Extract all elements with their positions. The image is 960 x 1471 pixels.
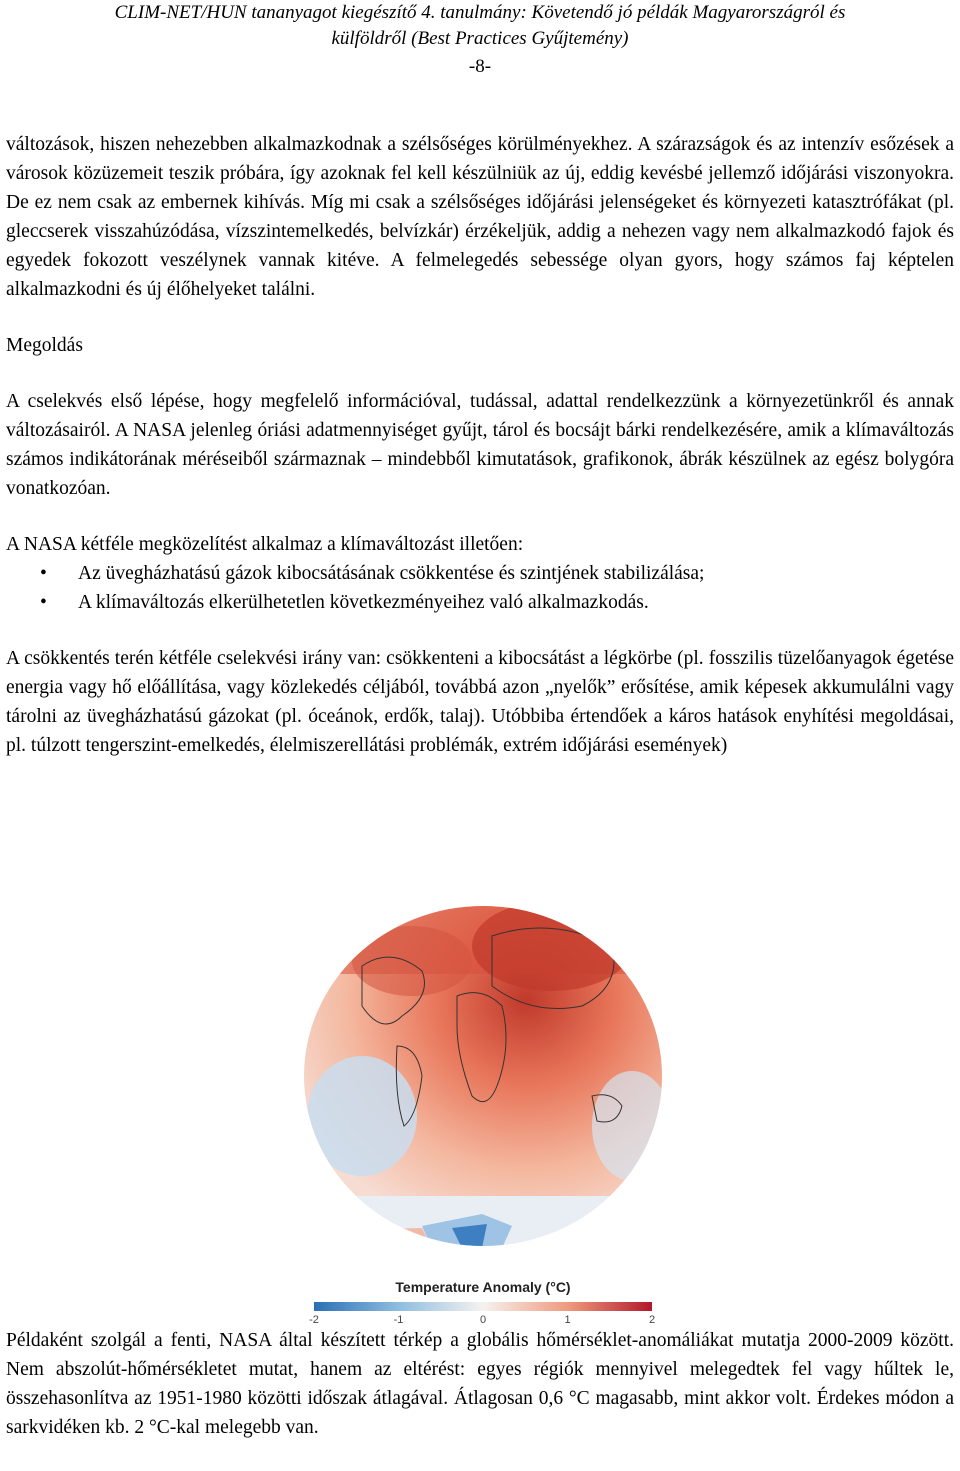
page-number: -8- — [468, 56, 492, 77]
body-text — [6, 130, 954, 760]
globe — [302, 901, 664, 1256]
header-line-2: külföldről (Best Practices Gyűjtemény) — [331, 28, 629, 49]
legend-tick: 2 — [648, 1314, 656, 1326]
section-heading: Megoldás — [6, 335, 83, 356]
running-header — [0, 0, 960, 52]
legend-tick: 0 — [479, 1314, 487, 1326]
list-item — [6, 559, 954, 588]
temperature-anomaly-map — [302, 876, 664, 1326]
header-line-1: CLIM-NET/HUN tananyagot kiegészítő 4. tanulmány: Követendő jó példák Magyarországról és — [114, 2, 846, 23]
legend-colorbar — [314, 1302, 652, 1311]
bullet-icon: • — [40, 592, 47, 613]
bullet-icon: • — [40, 563, 47, 584]
map-figure — [302, 876, 664, 1326]
paragraph-mitigation: A csökkentés terén kétféle cselekvési irány van: csökkenteni a kibocsátást a légkörbe (pl. fosszilis tüzelőanyagok égetése energia vagy hő előállítása, vagy közlekedés céljából, továbbá azon „nyelők” erősítése, amik képesek akkumulálni vagy tárolni az üvegházhatású gázokat (pl. óceánok, erdők, talaj). Utóbbiba értendőek a káros hatások enyhítési megoldásai, pl. túlzott tengerszint-emelkedés, élelmiszerellátási problémák, extrém időjárási események) — [6, 648, 954, 756]
paragraph-intro: változások, hiszen nehezebben alkalmazkodnak a szélsőséges körülményekhez. A szárazságok és az intenzív esőzések a városok közüzemeit teszik próbára, így azoknak fel kell készülniük az új, eddig kevésbé jellemző időjárási viszonyokra. De ez nem csak az embernek kihívás. Míg mi csak a szélsőséges időjárási jelenségeket és környezeti katasztrófákat (pl. gleccserek visszahúzódása, vízszintemelkedés, belvízkár) érzékeljük, addig a nehezen vagy nem alkalmazkodó fajok és egyedek fokozott veszélynek vannak kitéve. A felmelegedés sebessége olyan gyors, hogy számos faj képtelen alkalmazkodni és új élőhelyeket találni. — [6, 134, 954, 300]
legend-title: Temperature Anomaly (°C) — [395, 1279, 571, 1295]
list-item-text: Az üvegházhatású gázok kibocsátásának csökkentése és szintjének stabilizálása; — [78, 563, 705, 584]
legend-tick: 1 — [564, 1314, 571, 1326]
paragraph-approaches: A NASA kétféle megközelítést alkalmaz a klímaváltozást illetően: — [6, 534, 524, 555]
paragraph-solution: A cselekvés első lépése, hogy megfelelő információval, tudással, adattal rendelkezzünk a környezetünkről és annak változásairól. A NASA jelenleg óriási adatmennyiséget gyűjt, tárol és bocsájt bárki rendelkezésére, amik a klímaváltozás számos indikátorának méréseiből származnak – mindebből kimutatások, grafikonok, ábrák készülnek az egész bolygóra vonatkozóan. — [6, 391, 954, 499]
list-item-text: A klímaváltozás elkerülhetetlen következményeihez való alkalmazkodás. — [78, 592, 649, 613]
figure-caption: Példaként szolgál a fenti, NASA által készített térkép a globális hőmérséklet-anomáliákat mutatja 2000-2009 között. Nem abszolút-hőmérsékletet mutat, hanem az eltérést: egyes régiók mennyivel melegedtek fel vagy hűltek le, összehasonlítva az 1951-1980 közötti időszak átlagával. Átlagosan 0,6 °C magasabb, mint akkor volt. Érdekes módon a sarkvidéken kb. 2 °C-kal melegebb van. — [6, 1330, 954, 1438]
legend-tick: -2 — [309, 1314, 319, 1326]
approach-list — [6, 559, 954, 617]
legend-tick: -1 — [393, 1314, 404, 1326]
list-item — [6, 588, 954, 617]
